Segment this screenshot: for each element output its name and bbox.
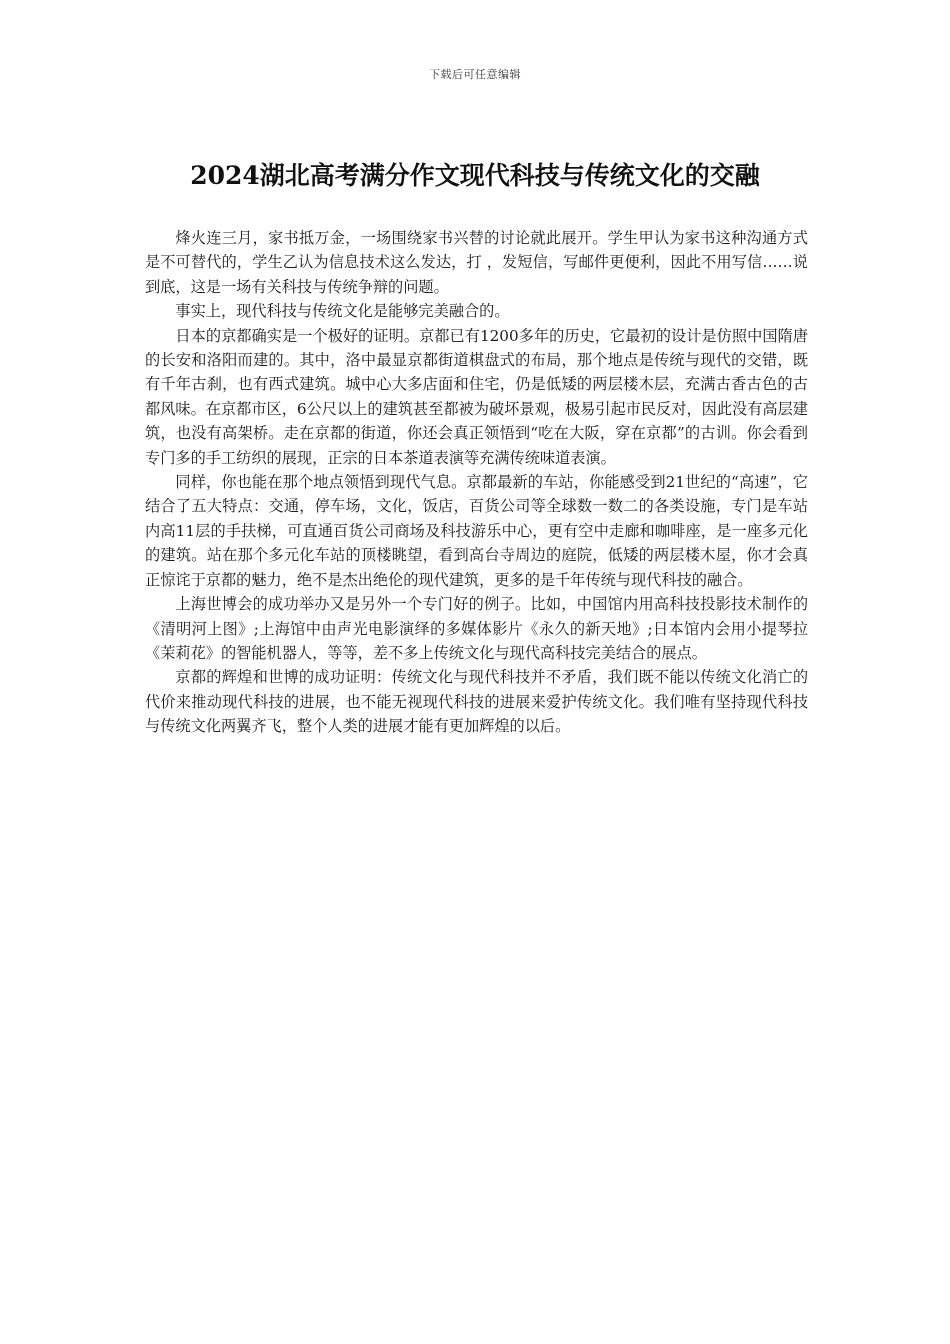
paragraph: 烽火连三月，家书抵万金，一场围绕家书兴替的讨论就此展开。学生甲认为家书这种沟通方式是不可替代的，学生乙认为信息技术这么发达，打 ，发短信，写邮件更便利，因此不用写信……说到底，这是一场有关科技与传统争辩的问题。 xyxy=(145,229,808,296)
paragraph: 事实上，现代科技与传统文化是能够完美融合的。 xyxy=(175,302,510,321)
paragraph: 日本的京都确实是一个极好的证明。京都已有1200多年的历史，它最初的设计是仿照中国隋唐的长安和洛阳而建的。其中，洛中最显京都街道棋盘式的布局，那个地点是传统与现代的交错，既有千年古刹，也有西式建筑。城中心大多店面和住宅，仍是低矮的两层楼木层，充满古香古色的古都风味。在京都市区，6公尺以上的建筑甚至都被为破坏景观，极易引起市民反对，因此没有高层建筑，也没有高架桥。走在京都的街道，你还会真正领悟到“吃在大阪，穿在京都”的古训。你会看到专门多的手工纺织的展现，正宗的日本茶道表演等充满传统味道表演。 xyxy=(145,326,808,467)
document-title: 2024湖北高考满分作文现代科技与传统文化的交融 xyxy=(190,161,760,190)
paragraph: 同样，你也能在那个地点领悟到现代气息。京都最新的车站，你能感受到21世纪的“高速”，它结合了五大特点：交通，停车场，文化，饭店，百货公司等全球数一数二的各类设施，专门是车站内高11层的手扶梯，可直通百货公司商场及科技游乐中心，更有空中走廊和咖啡座，是一座多元化的建筑。站在那个多元化车站的顶楼眺望，看到高台寺周边的庭院，低矮的两层楼木屋，你才会真正惊诧于京都的魅力，绝不是杰出绝伦的现代建筑，更多的是千年传统与现代科技的融合。 xyxy=(145,473,808,589)
page-header-note: 下载后可任意编辑 xyxy=(429,68,521,81)
paragraph: 京都的辉煌和世博的成功证明：传统文化与现代科技并不矛盾，我们既不能以传统文化消亡的代价来推动现代科技的进展，也不能无视现代科技的进展来爱护传统文化。我们唯有坚持现代科技与传统文化两翼齐飞，整个人类的进展才能有更加辉煌的以后。 xyxy=(145,668,808,736)
document-body xyxy=(145,226,808,739)
paragraph: 上海世博会的成功举办又是另外一个专门好的例子。比如，中国馆内用高科技投影技术制作的《清明河上图》;上海馆中由声光电影演绎的多媒体影片《永久的新天地》;日本馆内会用小提琴拉《茉莉花》的智能机器人，等等，差不多上传统文化与现代高科技完美结合的展点。 xyxy=(145,595,808,662)
